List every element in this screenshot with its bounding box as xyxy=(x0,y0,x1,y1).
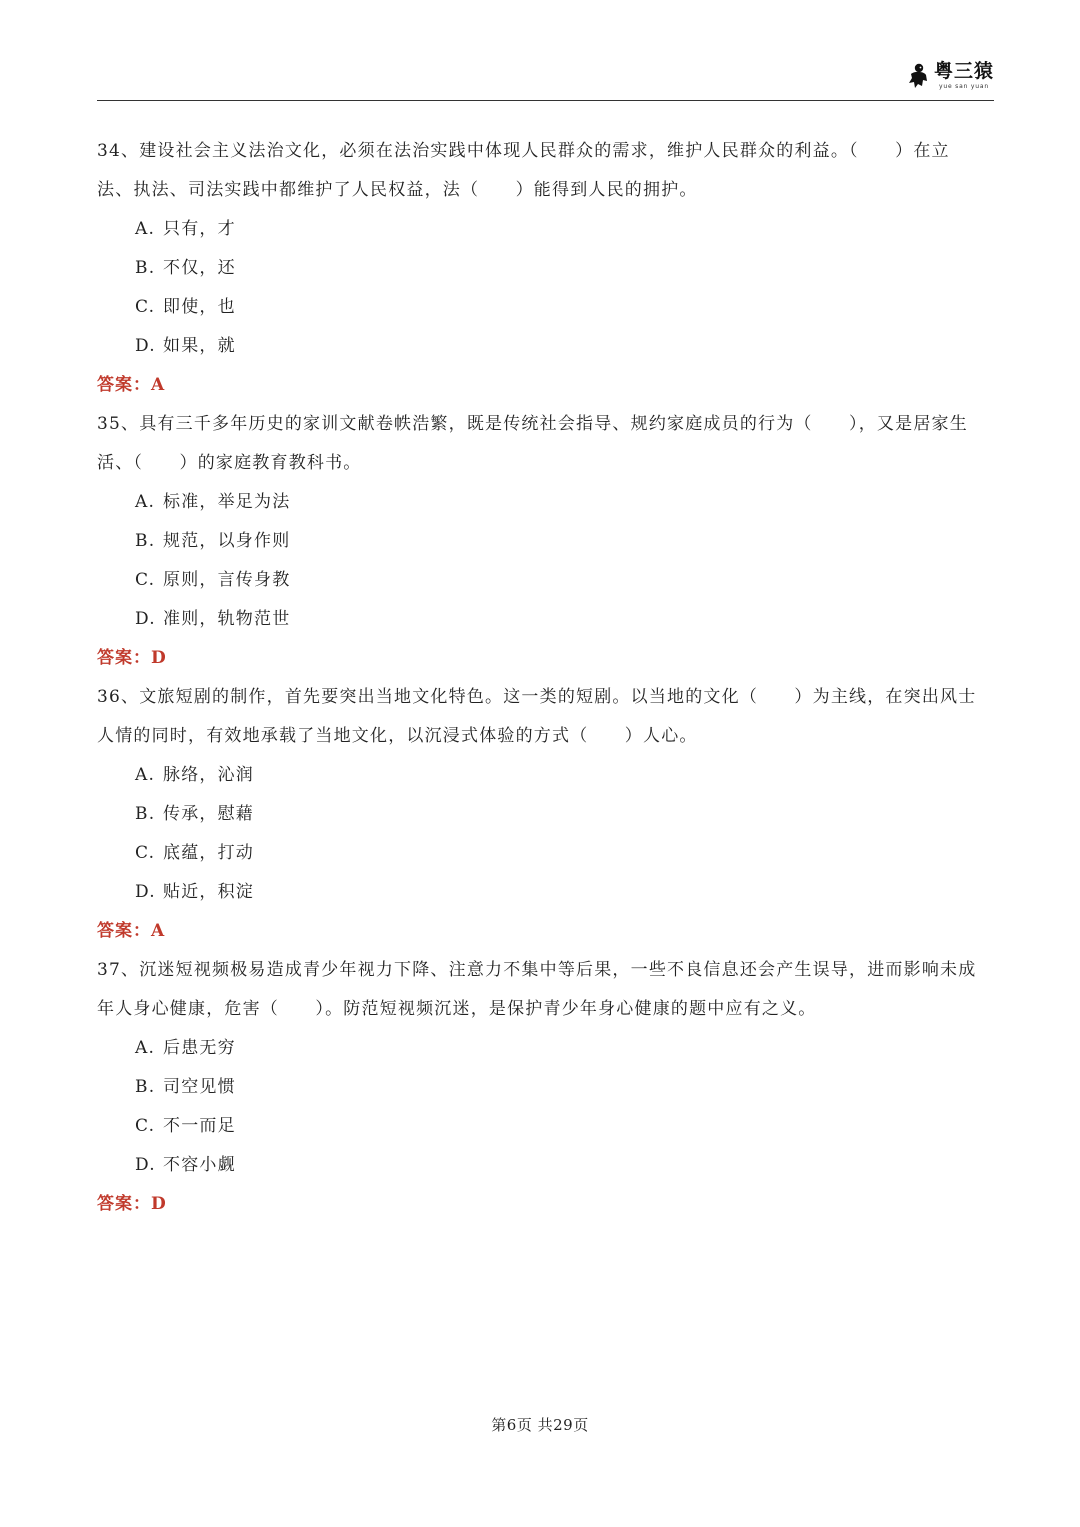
option-b xyxy=(97,1068,977,1107)
option-text: 不仅，还 xyxy=(163,258,236,278)
option-letter: C. xyxy=(135,297,156,317)
option-a xyxy=(97,210,977,249)
option-c xyxy=(97,561,977,600)
answer-label: 答案：D xyxy=(97,1194,167,1214)
brand-logo xyxy=(906,62,994,90)
option-c xyxy=(97,288,977,327)
option-text: 不一而足 xyxy=(163,1116,236,1136)
option-a xyxy=(97,1029,977,1068)
page-number: 第6页 共29页 xyxy=(491,1416,589,1434)
option-b xyxy=(97,249,977,288)
option-d xyxy=(97,873,977,912)
option-letter: A. xyxy=(135,492,156,512)
option-c xyxy=(97,834,977,873)
logo-text xyxy=(934,62,994,90)
option-letter: B. xyxy=(135,804,156,824)
option-c xyxy=(97,1107,977,1146)
option-letter: A. xyxy=(135,219,156,239)
option-letter: C. xyxy=(135,843,156,863)
option-letter: D. xyxy=(135,882,156,902)
question-stem: 37、沉迷短视频极易造成青少年视力下降、注意力不集中等后果，一些不良信息还会产生误导，进而影响未成年人身心健康，危害（ ）。防范短视频沉迷，是保护青少年身心健康的题中应有之义。 xyxy=(97,960,977,1019)
option-letter: D. xyxy=(135,609,156,629)
option-letter: D. xyxy=(135,336,156,356)
question-stem: 35、具有三千多年历史的家训文献卷帙浩繁，既是传统社会指导、规约家庭成员的行为（ ），又是居家生活、（ ）的家庭教育教科书。 xyxy=(97,414,968,473)
header-divider xyxy=(97,100,994,101)
option-text: 只有，才 xyxy=(163,219,236,239)
option-text: 司空见惯 xyxy=(163,1077,236,1097)
question-stem: 34、建设社会主义法治文化，必须在法治实践中体现人民群众的需求，维护人民群众的利益。（ ）在立法、执法、司法实践中都维护了人民权益，法（ ）能得到人民的拥护。 xyxy=(97,141,950,200)
option-text: 准则，轨物范世 xyxy=(163,609,291,629)
option-letter: A. xyxy=(135,765,156,785)
question-34 xyxy=(97,132,977,405)
question-stem: 36、文旅短剧的制作，首先要突出当地文化特色。这一类的短剧。以当地的文化（ ）为主线，在突出风士人情的同时，有效地承载了当地文化，以沉浸式体验的方式（ ）人心。 xyxy=(97,687,977,746)
option-text: 脉络，沁润 xyxy=(163,765,254,785)
logo-title: 粤三猿 xyxy=(933,60,994,82)
option-letter: A. xyxy=(135,1038,156,1058)
answer-label: 答案：A xyxy=(97,921,166,941)
option-text: 原则，言传身教 xyxy=(163,570,291,590)
option-text: 贴近，积淀 xyxy=(163,882,254,902)
monkey-logo-icon xyxy=(906,62,930,90)
option-text: 不容小觑 xyxy=(163,1155,236,1175)
logo-subtitle: yue san yuan xyxy=(939,83,989,90)
option-letter: B. xyxy=(135,1077,156,1097)
option-text: 底蕴，打动 xyxy=(163,843,254,863)
question-36 xyxy=(97,678,977,951)
option-text: 规范，以身作则 xyxy=(163,531,291,551)
option-letter: C. xyxy=(135,1116,156,1136)
option-letter: C. xyxy=(135,570,156,590)
option-text: 传承，慰藉 xyxy=(163,804,254,824)
option-letter: B. xyxy=(135,258,156,278)
option-text: 如果，就 xyxy=(163,336,236,356)
question-list xyxy=(97,132,977,1224)
option-letter: D. xyxy=(135,1155,156,1175)
option-a xyxy=(97,756,977,795)
option-d xyxy=(97,1146,977,1185)
option-text: 即使，也 xyxy=(163,297,236,317)
option-a xyxy=(97,483,977,522)
answer-label: 答案：A xyxy=(97,375,166,395)
answer-label: 答案：D xyxy=(97,648,167,668)
option-text: 标准，举足为法 xyxy=(163,492,291,512)
option-d xyxy=(97,600,977,639)
option-letter: B. xyxy=(135,531,156,551)
option-b xyxy=(97,795,977,834)
page-header xyxy=(97,58,994,102)
option-text: 后患无穷 xyxy=(163,1038,236,1058)
option-b xyxy=(97,522,977,561)
option-d xyxy=(97,327,977,366)
question-35 xyxy=(97,405,977,678)
question-37 xyxy=(97,951,977,1224)
